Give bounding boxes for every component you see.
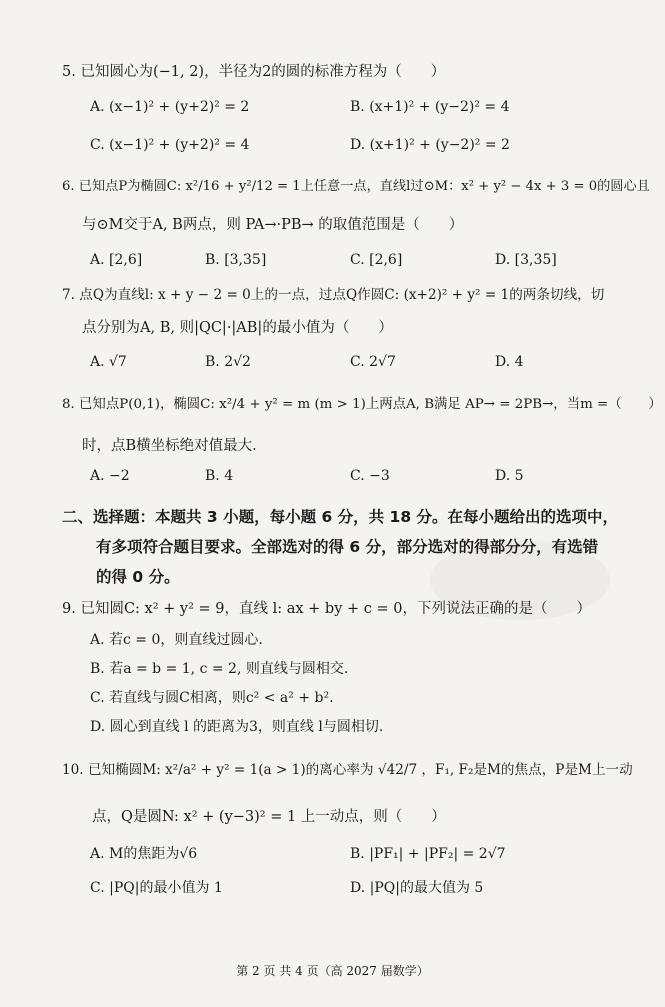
section2-line2: 有多项符合题目要求。全部选对的得 6 分，部分选对的得部分分，有选错 — [96, 538, 599, 556]
q9-option-b: B. 若a = b = 1, c = 2, 则直线与圆相交. — [90, 661, 349, 677]
q7-line1: 7. 点Q为直线l: x + y − 2 = 0上的一点，过点Q作圆C: (x+2)² + y² = 1的两条切线，切 — [62, 287, 605, 303]
q10-option-a: A. M的焦距为√6 — [90, 846, 198, 862]
q9-stem: 9. 已知圆C: x² + y² = 9，直线 l: ax + by + c = 0，下列说法正确的是（ ） — [62, 601, 591, 617]
q6-option-a: A. [2,6] — [90, 252, 143, 268]
q8-option-d: D. 5 — [495, 468, 524, 484]
q8-option-c: C. −3 — [350, 468, 390, 484]
q10-option-b: B. |PF₁| + |PF₂| = 2√7 — [350, 846, 506, 862]
q7-option-b: B. 2√2 — [205, 354, 251, 370]
q9-option-a: A. 若c = 0，则直线过圆心. — [90, 632, 263, 648]
q6-line1: 6. 已知点P为椭圆C: x²/16 + y²/12 = 1上任意一点，直线l过⊙M：x² + y² − 4x + 3 = 0的圆心且 — [62, 179, 650, 194]
q9-option-c: C. 若直线与圆C相离，则c² < a² + b². — [90, 690, 334, 706]
q8-option-a: A. −2 — [90, 468, 130, 484]
q8-line2: 时，点B横坐标绝对值最大. — [82, 438, 257, 454]
q10-line1: 10. 已知椭圆M: x²/a² + y² = 1(a > 1)的离心率为 √42/7 ，F₁, F₂是M的焦点，P是M上一动 — [62, 762, 633, 778]
q6-option-d: D. [3,35] — [495, 252, 557, 268]
q7-option-c: C. 2√7 — [350, 354, 396, 370]
q7-line2: 点分别为A, B, 则|QC|·|AB|的最小值为（ ） — [82, 320, 393, 336]
q6-line2: 与⊙M交于A, B两点，则 PA→·PB→ 的取值范围是（ ） — [82, 217, 464, 233]
q5-option-a: A. (x−1)² + (y+2)² = 2 — [90, 99, 250, 115]
q5-stem: 5. 已知圆心为(−1, 2)，半径为2的圆的标准方程为（ ） — [62, 64, 446, 80]
q5-option-d: D. (x+1)² + (y−2)² = 2 — [350, 137, 510, 153]
q10-line2: 点，Q是圆N: x² + (y−3)² = 1 上一动点，则（ ） — [92, 809, 446, 825]
q10-option-c: C. |PQ|的最小值为 1 — [90, 880, 223, 896]
page-footer: 第 2 页 共 4 页（高 2027 届数学） — [236, 964, 429, 978]
section2-line1: 二、选择题：本题共 3 小题，每小题 6 分，共 18 分。在每小题给出的选项中， — [62, 508, 619, 526]
q6-option-c: C. [2,6] — [350, 252, 403, 268]
q5-option-c: C. (x−1)² + (y+2)² = 4 — [90, 137, 250, 153]
q7-option-d: D. 4 — [495, 354, 524, 370]
q7-option-a: A. √7 — [90, 354, 127, 370]
q6-option-b: B. [3,35] — [205, 252, 267, 268]
q8-option-b: B. 4 — [205, 468, 234, 484]
q10-option-d: D. |PQ|的最大值为 5 — [350, 880, 484, 896]
q5-option-b: B. (x+1)² + (y−2)² = 4 — [350, 99, 510, 115]
q9-option-d: D. 圆心到直线 l 的距离为3，则直线 l与圆相切. — [90, 719, 384, 735]
section2-line3: 的得 0 分。 — [96, 568, 180, 586]
q8-line1: 8. 已知点P(0,1)，椭圆C: x²/4 + y² = m (m > 1)上两点A, B满足 AP→ = 2PB→，当m =（ ） — [62, 397, 662, 412]
